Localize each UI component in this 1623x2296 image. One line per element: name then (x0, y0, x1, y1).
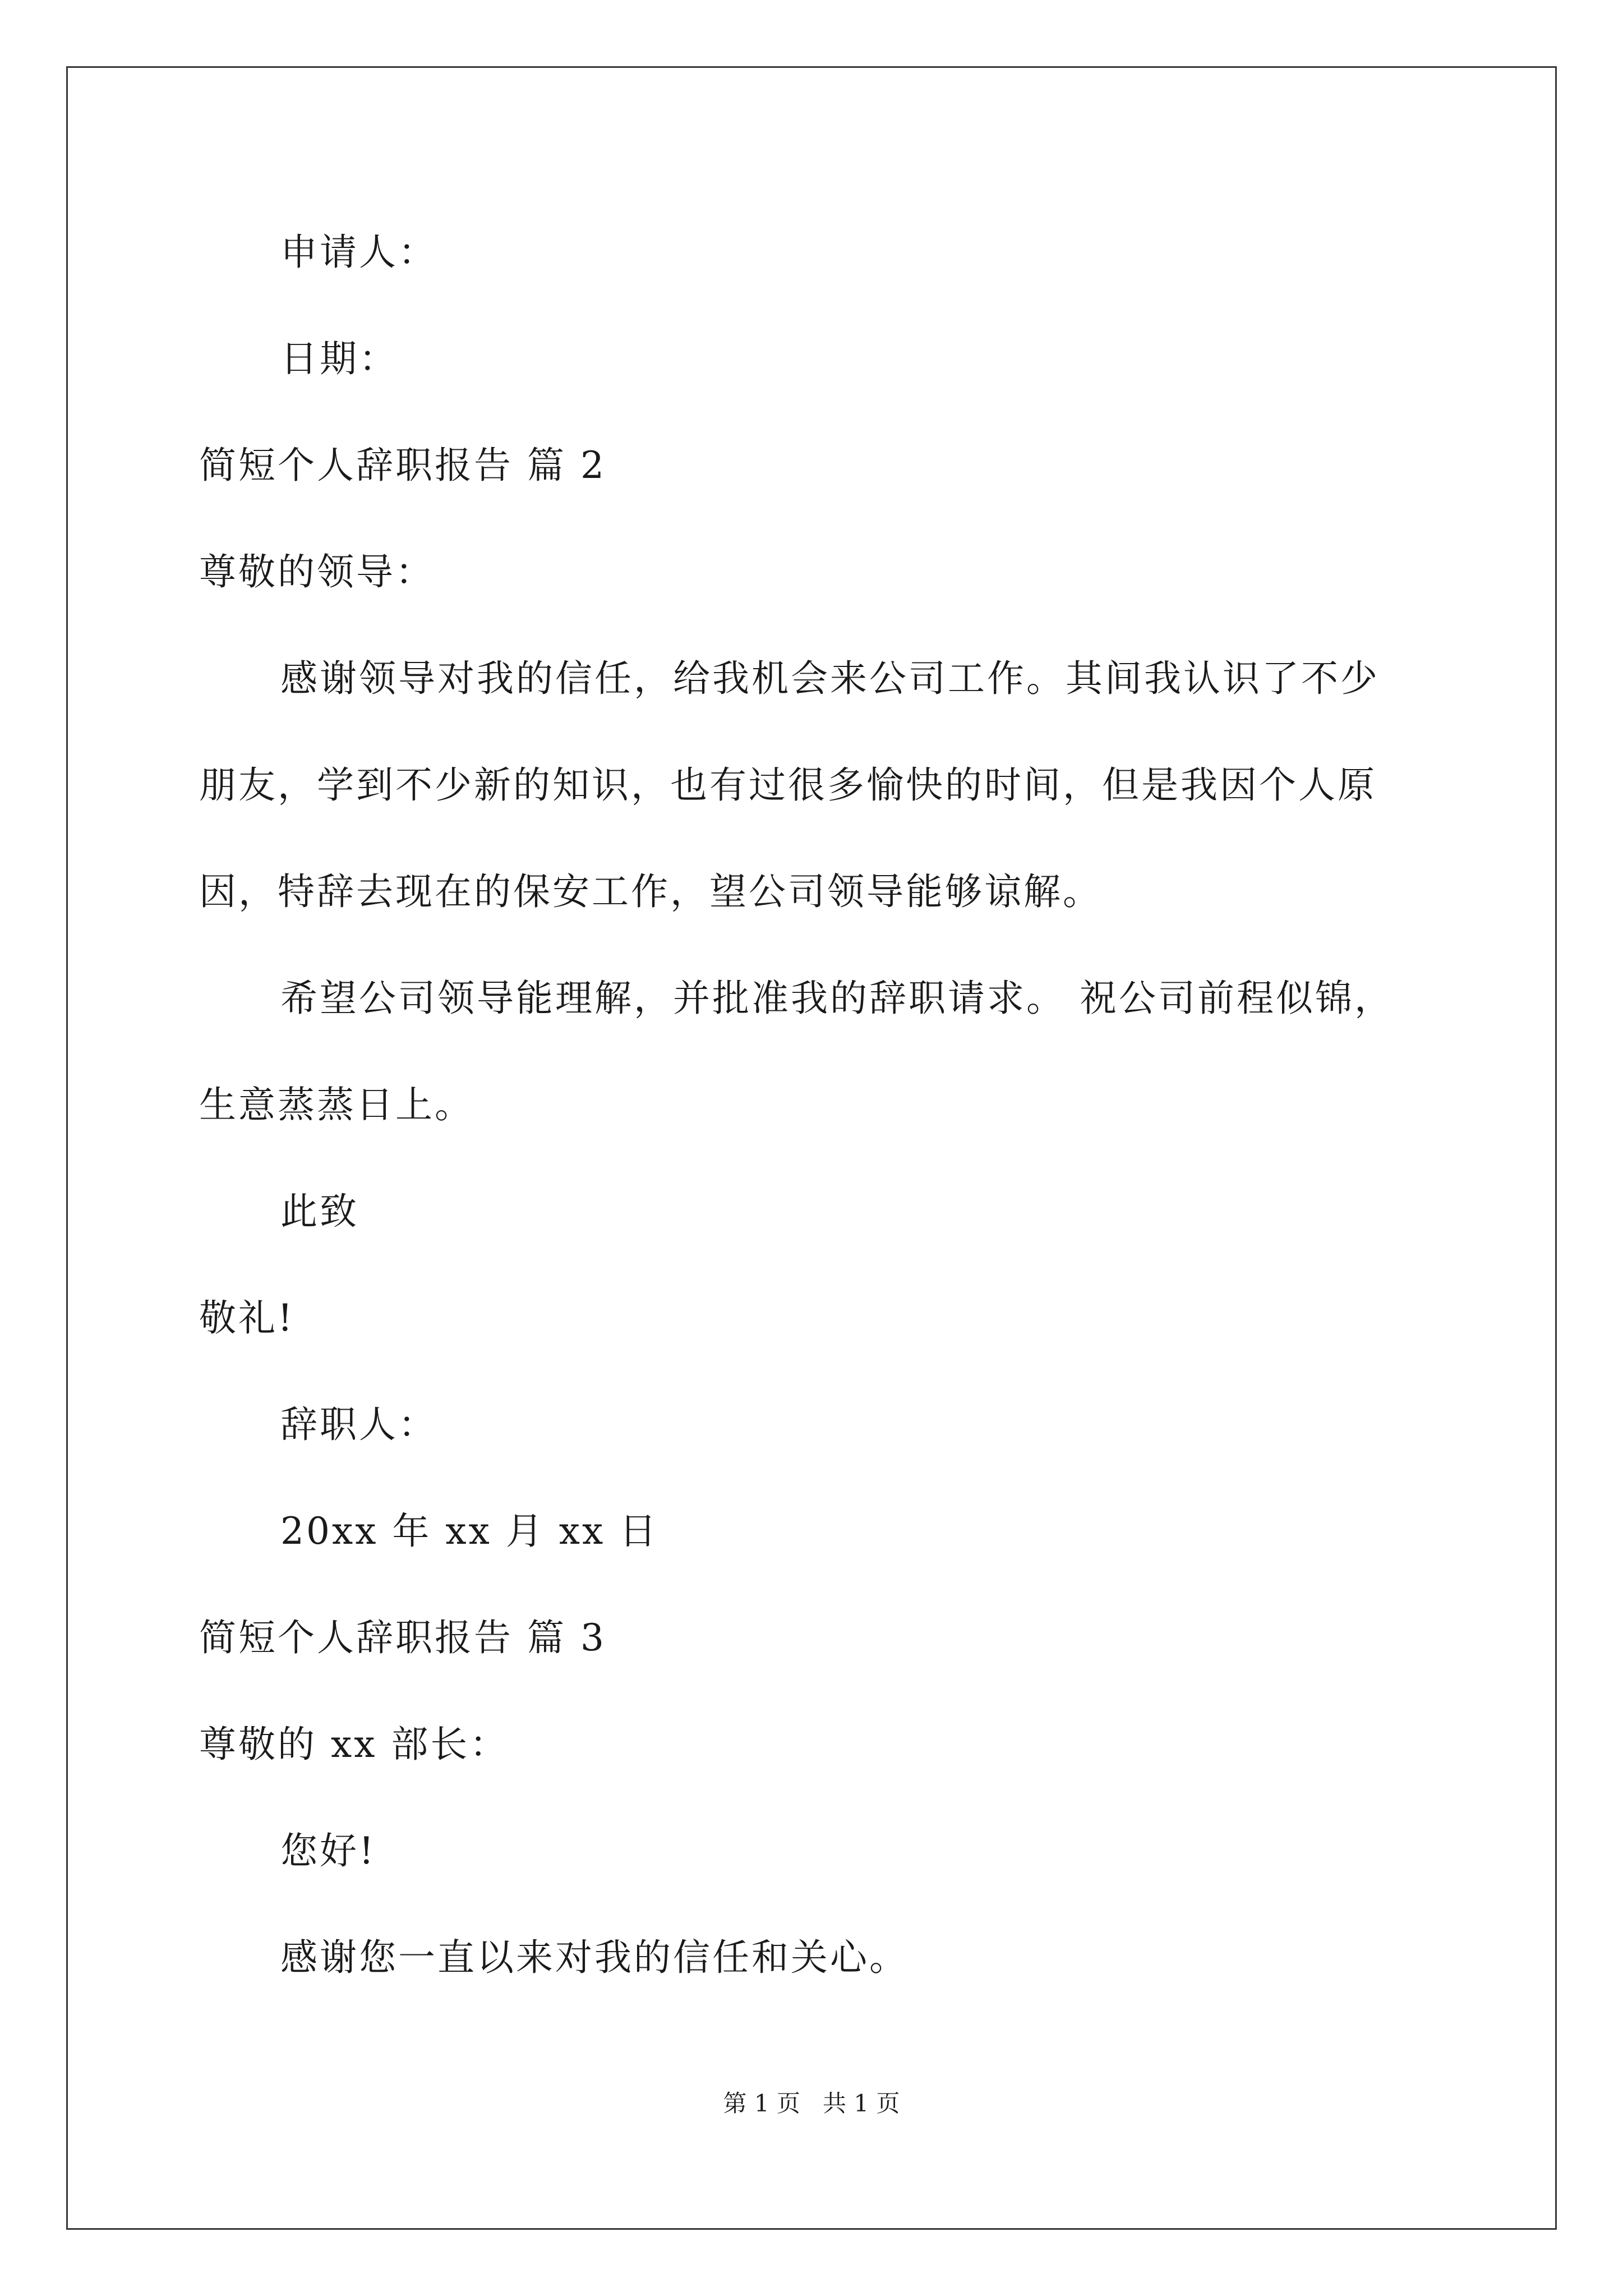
body-paragraph-line: 生意蒸蒸日上。 (199, 1083, 474, 1126)
body-paragraph-line: 因，特辞去现在的保安工作，望公司领导能够谅解。 (199, 870, 1102, 913)
greeting: 您好! (280, 1829, 376, 1872)
page-number-footer: 第 1 页 共 1 页 (723, 2090, 900, 2117)
applicant-label: 申请人： (280, 231, 437, 274)
body-paragraph-line: 感谢您一直以来对我的信任和关心。 (280, 1936, 909, 1979)
date-label: 日期： (280, 337, 398, 380)
body-paragraph-line: 希望公司领导能理解，并批准我的辞职请求。 祝公司前程似锦， (280, 977, 1394, 1020)
closing-phrase: 此致 (280, 1190, 359, 1233)
salutation: 尊敬的 xx 部长： (199, 1723, 509, 1766)
section-heading-2: 简短个人辞职报告 篇 2 (199, 444, 606, 487)
resigner-label: 辞职人： (280, 1403, 437, 1446)
page-border (66, 66, 1557, 2230)
closing-salute: 敬礼! (199, 1296, 295, 1340)
body-paragraph-line: 朋友，学到不少新的知识，也有过很多愉快的时间，但是我因个人原 (199, 763, 1377, 807)
section-heading-3: 简短个人辞职报告 篇 3 (199, 1616, 606, 1659)
salutation: 尊敬的领导： (199, 550, 435, 593)
signature-date: 20xx 年 xx 月 xx 日 (280, 1510, 659, 1553)
body-paragraph-line: 感谢领导对我的信任，给我机会来公司工作。其间我认识了不少 (280, 657, 1380, 700)
